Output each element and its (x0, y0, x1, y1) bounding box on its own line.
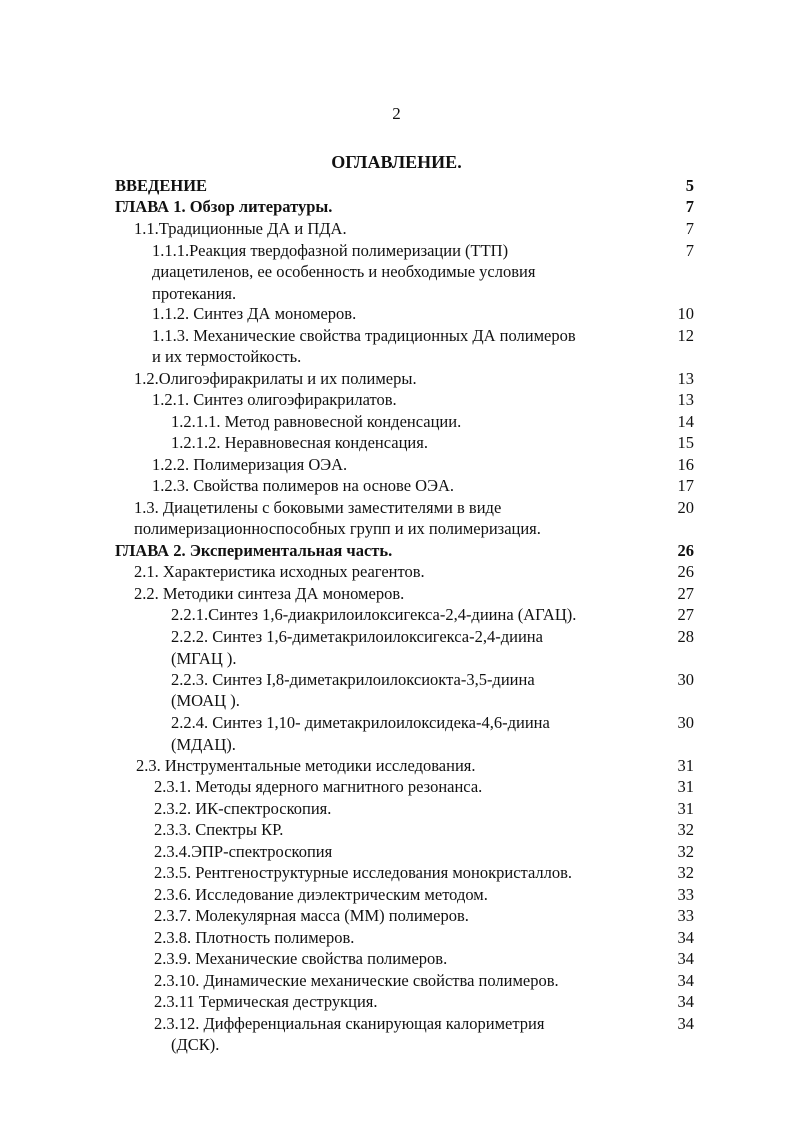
toc-entry-page: 14 (677, 412, 694, 431)
toc-entry-text: 1.2.3. Свойства полимеров на основе ОЭА. (152, 476, 455, 495)
toc-entry-page: 7 (685, 219, 694, 238)
toc-entry-text: 2.3.2. ИК-спектроскопия. (154, 799, 332, 818)
toc-entry-page: 20 (677, 498, 694, 517)
toc-entry-text: 2.3.12. Дифференциальная сканирующая калориметрия (154, 1014, 545, 1033)
toc-entry-page: 13 (677, 390, 694, 409)
toc-entry-page: 17 (677, 476, 694, 495)
toc-entry-text: 2.3.8. Плотность полимеров. (154, 928, 355, 947)
toc-entry-text: 2.3.6. Исследование диэлектрическим методом. (154, 885, 488, 904)
toc-entry-page: 32 (677, 842, 694, 861)
toc-entry-text: 1.1.3. Механические свойства традиционных ДА полимеров (152, 326, 576, 345)
toc-entry-text: 1.2.1.1. Метод равновесной конденсации. (171, 412, 462, 431)
toc-entry-text: 2.1. Характеристика исходных реагентов. (134, 562, 425, 581)
toc-entry-page: 30 (677, 670, 694, 689)
toc-entry-page: 34 (677, 971, 694, 990)
toc-entry-text: 2.2. Методики синтеза ДА мономеров. (134, 584, 405, 603)
toc-entry-text: (ДСК). (171, 1035, 220, 1054)
toc-entry-text: и их термостойкость. (152, 347, 302, 366)
toc-entry-page: 34 (677, 928, 694, 947)
toc-entry-page: 27 (677, 605, 694, 624)
toc-entry-text: 1.1.1.Реакция твердофазной полимеризации (ТТП) (152, 241, 509, 260)
toc-entry-page: 12 (677, 326, 694, 345)
toc-entry-page: 27 (677, 584, 694, 603)
toc-entry-page: 15 (677, 433, 694, 452)
toc-entry-page: 32 (677, 820, 694, 839)
toc-entry-page: 33 (677, 906, 694, 925)
toc-entry-page: 10 (677, 304, 694, 323)
toc-entry-text: 2.2.1.Синтез 1,6-диакрилоилоксигекса-2,4-диина (АГАЦ). (171, 605, 577, 624)
toc-entry-text: 2.3.7. Молекулярная масса (ММ) полимеров. (154, 906, 469, 925)
toc-entry-text: 2.2.2. Синтез 1,6-диметакрилоилоксигекса-2,4-диина (171, 627, 543, 646)
toc-entry-text: 1.2.1.2. Неравновесная конденсация. (171, 433, 428, 452)
toc-entry-page: 34 (677, 1014, 694, 1033)
toc-entry-text: 1.3. Диацетилены с боковыми заместителями в виде (134, 498, 502, 517)
toc-entry-text: ГЛАВА 1. Обзор литературы. (115, 197, 333, 216)
toc-entry-text: полимеризационноспособных групп и их полимеризация. (134, 519, 541, 538)
toc-entry-page: 7 (685, 197, 694, 216)
toc-entry-text: 2.3.9. Механические свойства полимеров. (154, 949, 448, 968)
toc-entry-text: 1.2.Олигоэфиракрилаты и их полимеры. (134, 369, 417, 388)
toc-entry-page: 32 (677, 863, 694, 882)
toc-entry-page: 26 (677, 541, 694, 560)
toc-entry-text: 1.2.2. Полимеризация ОЭА. (152, 455, 348, 474)
toc-entry-text: 1.1.Традиционные ДА и ПДА. (134, 219, 347, 238)
toc-entry-text: 2.3.5. Рентгеноструктурные исследования монокристаллов. (154, 863, 573, 882)
toc-entry-text: 2.2.3. Синтез I,8-диметакрилоилоксиокта-3,5-диина (171, 670, 535, 689)
toc-entry-page: 31 (677, 756, 694, 775)
toc-entry-text: 2.3.4.ЭПР-спектроскопия (154, 842, 333, 861)
toc-entry-page: 26 (677, 562, 694, 581)
toc-entry-text: (МДАЦ). (171, 735, 236, 754)
toc-entry-page: 31 (677, 799, 694, 818)
toc-entry-text: 1.1.2. Синтез ДА мономеров. (152, 304, 357, 323)
toc-entry-page: 34 (677, 992, 694, 1011)
toc-entry-text: 2.3.10. Динамические механические свойства полимеров. (154, 971, 559, 990)
toc-entry-page: 5 (685, 176, 694, 195)
toc-entry-text: (МГАЦ ). (171, 649, 237, 668)
toc-entry-text: ВВЕДЕНИЕ (115, 176, 208, 195)
toc-entry-page: 28 (677, 627, 694, 646)
toc-entry-text: 2.3.3. Спектры КР. (154, 820, 284, 839)
toc-entry-text: 1.2.1. Синтез олигоэфиракрилатов. (152, 390, 397, 409)
toc-entry-page: 30 (677, 713, 694, 732)
toc-title: ОГЛАВЛЕНИЕ. (331, 152, 462, 172)
toc-entry-text: диацетиленов, ее особенность и необходимые условия (152, 262, 536, 281)
toc-entry-text: 2.2.4. Синтез 1,10- диметакрилоилоксидека-4,6-диина (171, 713, 550, 732)
page-number: 2 (392, 104, 401, 123)
toc-entry-text: (МОАЦ ). (171, 691, 240, 710)
toc-entry-text: 2.3.1. Методы ядерного магнитного резонанса. (154, 777, 483, 796)
toc-entry-text: протекания. (152, 284, 237, 303)
toc-entry-page: 13 (677, 369, 694, 388)
toc-entry-page: 33 (677, 885, 694, 904)
toc-entry-page: 34 (677, 949, 694, 968)
toc-entry-text: 2.3.11 Термическая деструкция. (154, 992, 378, 1011)
toc-entry-text: 2.3. Инструментальные методики исследования. (136, 756, 476, 775)
toc-entry-page: 16 (677, 455, 694, 474)
toc-entry-page: 31 (677, 777, 694, 796)
toc-entry-page: 7 (685, 241, 694, 260)
toc-entry-text: ГЛАВА 2. Экспериментальная часть. (115, 541, 393, 560)
